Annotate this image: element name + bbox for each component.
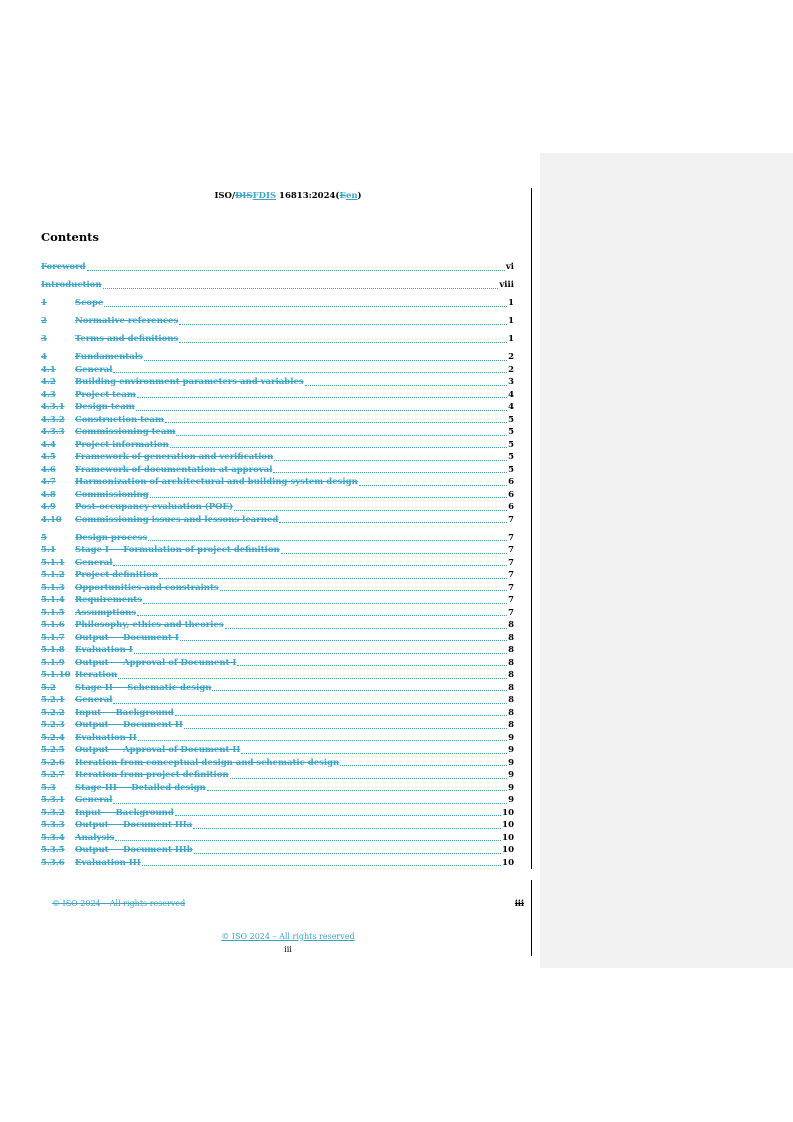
toc-entry-number: 2 <box>41 316 47 326</box>
toc-entry[interactable] <box>41 557 514 570</box>
toc-entry-title: Requirements <box>75 595 143 605</box>
toc-entry[interactable] <box>41 451 514 464</box>
toc-dot-leader <box>340 765 507 766</box>
toc-dot-leader <box>176 435 507 436</box>
header-deleted-stage: DIS <box>235 191 253 201</box>
toc-entry-page: 1 <box>508 334 514 344</box>
change-bar <box>531 188 532 869</box>
toc-entry[interactable] <box>41 476 514 489</box>
toc-dot-leader <box>143 603 507 604</box>
toc-entry-title: Project definition <box>75 570 159 580</box>
toc-entry-title: Analysis <box>75 832 115 843</box>
toc-entry-page: 6 <box>508 477 514 487</box>
toc-entry[interactable] <box>41 297 514 310</box>
toc-dot-leader <box>113 372 507 373</box>
toc-dot-leader <box>159 578 507 579</box>
toc-entry-number: 5.3.6 <box>41 857 65 868</box>
toc-entry[interactable] <box>41 669 514 682</box>
toc-entry-number: 4.3.1 <box>41 402 65 412</box>
toc-entry-number: 5.2.6 <box>41 757 65 768</box>
toc-entry-number: 5.1.10 <box>41 670 71 680</box>
toc-entry-page: 8 <box>508 695 514 705</box>
toc-entry-title: Evaluation III <box>75 857 141 868</box>
toc-entry-title: Project information <box>75 439 169 450</box>
toc-entry-page: 1 <box>508 316 514 326</box>
toc-entry[interactable] <box>41 351 514 364</box>
toc-entry-page: 7 <box>508 595 514 605</box>
page-title: Contents <box>41 230 99 244</box>
toc-entry[interactable] <box>41 682 514 695</box>
toc-entry-page: 8 <box>508 707 514 718</box>
toc-entry-title: Evaluation II <box>75 732 137 743</box>
toc-dot-leader <box>241 753 507 754</box>
toc-entry-number: 5.2.4 <box>41 732 65 743</box>
toc-dot-leader <box>142 865 501 866</box>
toc-entry-page: 9 <box>508 732 514 743</box>
deleted-page-number: iii <box>514 898 524 908</box>
deleted-copyright: © ISO 2024 – All rights reserved <box>52 899 186 908</box>
toc-entry-page: viii <box>499 280 514 290</box>
toc-entry-title: Building environment parameters and variables <box>75 377 304 387</box>
toc-dot-leader <box>115 840 501 841</box>
toc-entry[interactable] <box>41 333 514 346</box>
toc-dot-leader <box>113 803 507 804</box>
toc-entry-number: 1 <box>41 298 47 308</box>
toc-entry[interactable] <box>41 732 514 745</box>
toc-entry-page: 8 <box>508 645 514 655</box>
toc-entry-title: Framework of documentation at approval <box>75 464 273 475</box>
toc-entry-page: 6 <box>508 489 514 500</box>
toc-entry[interactable] <box>41 794 514 807</box>
toc-entry-title: Foreword <box>41 262 86 272</box>
toc-entry[interactable] <box>41 582 514 595</box>
toc-entry-page: 8 <box>508 620 514 630</box>
toc-entry-title: Output — Document IIIb <box>75 845 193 855</box>
toc-entry[interactable] <box>41 782 514 795</box>
toc-entry-page: 10 <box>502 845 514 855</box>
toc-entry-number: 5.1.6 <box>41 620 65 630</box>
toc-entry[interactable] <box>41 632 514 645</box>
toc-entry-title: Design team <box>75 402 135 412</box>
toc-entry-number: 5.1 <box>41 545 56 555</box>
toc-entry-number: 5.1.4 <box>41 595 65 605</box>
toc-dot-leader <box>212 690 507 691</box>
toc-entry[interactable] <box>41 544 514 557</box>
toc-entry-title: Opportunities and constraints <box>75 582 219 593</box>
toc-entry-number: 5.1.5 <box>41 607 65 618</box>
toc-entry-title: Construction team <box>75 414 164 425</box>
toc-entry-title: General <box>75 364 113 375</box>
deleted-footer <box>52 898 524 909</box>
toc-entry[interactable] <box>41 832 514 845</box>
toc-entry-number: 5.3.2 <box>41 807 65 818</box>
toc-dot-leader <box>194 853 501 854</box>
toc-entry-number: 5.3.3 <box>41 820 65 830</box>
toc-entry-number: 3 <box>41 334 47 344</box>
toc-entry-title: Fundamentals <box>75 352 143 362</box>
toc-entry-page: 9 <box>508 770 514 780</box>
toc-dot-leader <box>179 342 507 343</box>
toc-entry-page: 7 <box>508 545 514 555</box>
toc-dot-leader <box>281 553 507 554</box>
toc-entry[interactable] <box>41 532 514 545</box>
toc-entry[interactable] <box>41 364 514 377</box>
toc-entry-page: 8 <box>508 657 514 668</box>
inserted-copyright: © ISO 2024 – All rights reserved <box>221 932 355 941</box>
toc-entry[interactable] <box>41 857 514 870</box>
toc-entry-title: Philosophy, ethics and theories <box>75 620 224 630</box>
toc-entry-page: 10 <box>502 857 514 868</box>
toc-entry-title: Normative references <box>75 316 179 326</box>
toc-dot-leader <box>230 778 507 779</box>
toc-dot-leader <box>118 678 507 679</box>
toc-entry-page: 6 <box>508 502 514 512</box>
toc-dot-leader <box>87 270 505 271</box>
toc-entry-number: 5.2 <box>41 682 56 693</box>
toc-entry-title: Design process <box>75 532 148 543</box>
toc-dot-leader <box>137 397 507 398</box>
toc-dot-leader <box>137 615 507 616</box>
toc-entry[interactable] <box>41 707 514 720</box>
toc-entry-title: General <box>75 557 113 568</box>
toc-dot-leader <box>184 728 507 729</box>
toc-entry-title: Commissioning team <box>75 427 176 437</box>
toc-entry-number: 5.2.1 <box>41 695 65 705</box>
toc-entry[interactable] <box>41 569 514 582</box>
toc-entry-number: 5.3 <box>41 782 56 793</box>
toc-entry[interactable] <box>41 757 514 770</box>
toc-entry[interactable] <box>41 644 514 657</box>
toc-entry-page: 8 <box>508 632 514 643</box>
toc-entry[interactable] <box>41 769 514 782</box>
toc-entry[interactable] <box>41 501 514 514</box>
toc-entry[interactable] <box>41 594 514 607</box>
toc-entry-title: Evaluation I <box>75 645 133 655</box>
toc-entry-number: 5.1.2 <box>41 570 65 580</box>
toc-dot-leader <box>148 540 507 541</box>
toc-dot-leader <box>113 565 507 566</box>
toc-entry-title: General <box>75 695 113 705</box>
toc-entry[interactable] <box>41 694 514 707</box>
toc-entry-number: 5.1.9 <box>41 657 65 668</box>
toc-dot-leader <box>225 628 507 629</box>
toc-dot-leader <box>220 590 507 591</box>
toc-dot-leader <box>359 485 507 486</box>
toc-entry-page: 10 <box>502 807 514 818</box>
toc-entry-number: 4.10 <box>41 514 62 525</box>
toc-entry-number: 5.3.1 <box>41 795 65 805</box>
footer-copyright <box>41 931 535 942</box>
toc-dot-leader <box>175 715 507 716</box>
toc-entry-title: Iteration from project definition <box>75 770 229 780</box>
toc-entry-title: Output — Document I <box>75 632 179 643</box>
header-number: 16813:2024( <box>276 191 340 201</box>
toc-entry-number: 4.6 <box>41 464 56 475</box>
toc-entry-page: 5 <box>508 414 514 425</box>
toc-entry-title: Project team <box>75 389 136 400</box>
toc-entry-page: 5 <box>508 464 514 475</box>
toc-entry-number: 5.2.2 <box>41 707 65 718</box>
toc-entry-number: 5.1.3 <box>41 582 65 593</box>
toc-entry-title: Stage I — Formulation of project definition <box>75 545 280 555</box>
toc-entry-page: 7 <box>508 570 514 580</box>
toc-entry[interactable] <box>41 657 514 670</box>
toc-entry-number: 4.7 <box>41 477 56 487</box>
toc-entry-title: Scope <box>75 298 104 308</box>
toc-entry-page: 2 <box>508 352 514 362</box>
toc-entry-title: Commissioning issues and lessons learned <box>75 514 279 525</box>
toc-dot-leader <box>274 460 507 461</box>
toc-entry-page: 7 <box>508 607 514 618</box>
toc-entry[interactable] <box>41 807 514 820</box>
toc-entry-number: 5 <box>41 532 47 543</box>
toc-dot-leader <box>180 640 507 641</box>
toc-entry-page: 8 <box>508 670 514 680</box>
toc-entry-number: 4.9 <box>41 502 56 512</box>
toc-entry-number: 5.1.8 <box>41 645 65 655</box>
toc-entry-page: 7 <box>508 532 514 543</box>
toc-entry-title: Harmonization of architectural and building system design <box>75 477 358 487</box>
toc-entry-page: 8 <box>508 682 514 693</box>
toc-entry-number: 4 <box>41 352 47 362</box>
toc-entry-title: Commissioning <box>75 489 149 500</box>
toc-entry-page: 3 <box>508 377 514 387</box>
toc-entry[interactable] <box>41 619 514 632</box>
toc-dot-leader <box>175 815 501 816</box>
toc-entry-page: 9 <box>508 782 514 793</box>
toc-entry-number: 4.3 <box>41 389 56 400</box>
toc-entry-page: 2 <box>508 364 514 375</box>
toc-dot-leader <box>165 422 507 423</box>
toc-dot-leader <box>144 360 507 361</box>
toc-entry-number: 4.1 <box>41 364 56 375</box>
toc-dot-leader <box>179 324 507 325</box>
toc-entry-title: Terms and definitions <box>75 334 179 344</box>
toc-dot-leader <box>134 653 507 654</box>
toc-entry-title: Iteration <box>75 670 118 680</box>
toc-entry-title: Output — Approval of Document I <box>75 657 237 668</box>
toc-entry-page: 5 <box>508 452 514 462</box>
toc-dot-leader <box>150 497 507 498</box>
toc-entry-page: 7 <box>508 514 514 525</box>
toc-dot-leader <box>234 510 507 511</box>
toc-entry-title: Stage III — Detailed design <box>75 782 206 793</box>
toc-entry-title: Stage II — Schematic design <box>75 682 212 693</box>
toc-entry-page: 4 <box>508 389 514 400</box>
toc-dot-leader <box>113 703 507 704</box>
toc-dot-leader <box>279 522 507 523</box>
toc-dot-leader <box>104 306 507 307</box>
toc-entry[interactable] <box>41 489 514 502</box>
toc-entry[interactable] <box>41 389 514 402</box>
toc-entry[interactable] <box>41 261 514 274</box>
toc-entry-title: Output — Approval of Document II <box>75 745 241 755</box>
toc-entry-page: 9 <box>508 757 514 768</box>
toc-entry-number: 5.3.5 <box>41 845 65 855</box>
toc-entry[interactable] <box>41 607 514 620</box>
toc-entry[interactable] <box>41 819 514 832</box>
toc-entry-page: 5 <box>508 427 514 437</box>
toc-dot-leader <box>138 740 507 741</box>
toc-entry[interactable] <box>41 315 514 328</box>
toc-entry-number: 4.8 <box>41 489 56 500</box>
toc-entry[interactable] <box>41 376 514 389</box>
toc-entry[interactable] <box>41 414 514 427</box>
toc-entry-title: Input — Background <box>75 707 174 718</box>
toc-entry-page: 8 <box>508 720 514 730</box>
toc-entry-number: 4.4 <box>41 439 56 450</box>
document-header <box>41 190 535 202</box>
toc-entry[interactable] <box>41 279 514 292</box>
toc-entry-page: 7 <box>508 582 514 593</box>
toc-dot-leader <box>273 472 507 473</box>
toc-entry-number: 4.3.2 <box>41 414 65 425</box>
toc-entry-number: 5.2.5 <box>41 745 65 755</box>
toc-entry-number: 5.2.7 <box>41 770 65 780</box>
toc-dot-leader <box>193 828 501 829</box>
toc-dot-leader <box>103 288 499 289</box>
toc-entry-number: 4.2 <box>41 377 56 387</box>
toc-dot-leader <box>170 447 507 448</box>
toc-entry-number: 5.1.7 <box>41 632 65 643</box>
toc-entry-title: Introduction <box>41 280 102 290</box>
toc-entry-title: Post-occupancy evaluation (POE) <box>75 502 234 512</box>
toc-entry-page: 5 <box>508 439 514 450</box>
toc-entry-number: 4.3.3 <box>41 427 65 437</box>
toc-entry-title: Output — Document II <box>75 720 183 730</box>
toc-entry[interactable] <box>41 514 514 527</box>
header-prefix: ISO/ <box>214 191 236 201</box>
toc-entry-title: Iteration from conceptual design and schematic design <box>75 757 340 768</box>
toc-entry-title: Framework of generation and verification <box>75 452 274 462</box>
toc-entry[interactable] <box>41 464 514 477</box>
toc-dot-leader <box>305 385 507 386</box>
header-inserted-language: en <box>345 191 358 201</box>
toc-entry-page: 4 <box>508 402 514 412</box>
toc-entry-page: 7 <box>508 557 514 568</box>
toc-entry-number: 4.5 <box>41 452 56 462</box>
toc-entry-number: 5.1.1 <box>41 557 65 568</box>
toc-entry-page: 9 <box>508 795 514 805</box>
toc-entry-number: 5.2.3 <box>41 720 65 730</box>
toc-entry[interactable] <box>41 439 514 452</box>
header-suffix: ) <box>357 191 362 201</box>
toc-dot-leader <box>136 410 507 411</box>
toc-entry-title: Input — Background <box>75 807 174 818</box>
toc-entry[interactable] <box>41 719 514 732</box>
toc-entry[interactable] <box>41 426 514 439</box>
toc-entry-page: 1 <box>508 298 514 308</box>
toc-entry[interactable] <box>41 844 514 857</box>
toc-entry[interactable] <box>41 744 514 757</box>
header-deleted-language: E <box>339 191 346 201</box>
header-inserted-stage: FDIS <box>252 191 277 201</box>
toc-dot-leader <box>237 665 507 666</box>
toc-entry-title: Assumptions <box>75 607 137 618</box>
toc-entry[interactable] <box>41 401 514 414</box>
table-of-contents <box>41 261 514 869</box>
toc-entry-page: 10 <box>502 832 514 843</box>
toc-dot-leader <box>207 790 507 791</box>
toc-entry-number: 5.3.4 <box>41 832 65 843</box>
footer-page-number: iii <box>284 945 292 954</box>
toc-entry-page: 10 <box>502 820 514 830</box>
toc-entry-title: General <box>75 795 113 805</box>
toc-entry-page: vi <box>505 262 514 272</box>
toc-entry-title: Output — Document IIIa <box>75 820 193 830</box>
markup-pane[interactable] <box>540 153 793 968</box>
toc-entry-page: 9 <box>508 745 514 755</box>
